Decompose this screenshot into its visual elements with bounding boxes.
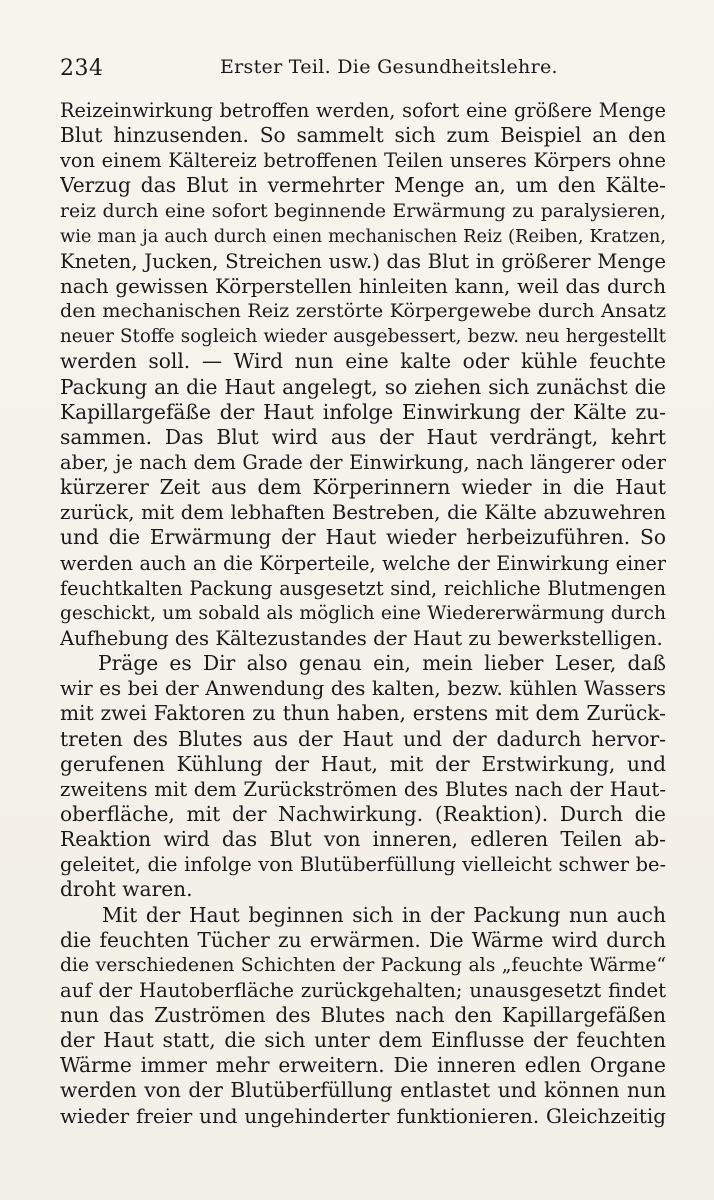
text-line: reiz durch eine sofort beginnende Erwärmung zu paralysieren,: [60, 200, 666, 222]
text-line: feuchtkalten Packung ausgesetzt sind, reichliche Blutmengen: [60, 576, 666, 600]
text-line: Packung an die Haut angelegt, so ziehen sich zunächst die: [60, 374, 666, 399]
text-line: wieder freier und ungehinderter funktionieren. Gleichzeitig: [60, 1104, 666, 1128]
text-line: geschickt, um sobald als möglich eine Wiedererwärmung durch: [60, 602, 666, 624]
text-line: kürzerer Zeit aus dem Körperinnern wieder in die Haut: [60, 475, 666, 500]
text-line: nun das Zuströmen des Blutes nach den Kapillargefäßen: [60, 1003, 666, 1028]
text-line: auf der Hautoberfläche zurückgehalten; unausgesetzt findet: [60, 978, 666, 1002]
text-line: mit zwei Faktoren zu thun haben, erstens mit dem Zurück-: [60, 701, 666, 726]
text-line: neuer Stoffe sogleich wieder ausgebessert, bezw. neu hergestellt: [60, 326, 666, 348]
text-line: Reizeinwirkung betroffen werden, sofort eine größere Menge: [60, 99, 666, 122]
text-line: zurück, mit dem lebhaften Bestreben, die Kälte abzuwehren: [60, 501, 666, 525]
text-line: und die Erwärmung der Haut wieder herbeizuführen. So: [60, 525, 666, 550]
text-line: oberfläche, mit der Nachwirkung. (Reaktion). Durch die: [60, 801, 666, 826]
text-line: Wärme immer mehr erweitern. Die inneren edlen Organe: [60, 1053, 666, 1078]
text-line: Blut hinzusenden. So sammelt sich zum Beispiel an den: [60, 123, 666, 148]
text-line: treten des Blutes aus der Haut und der dadurch hervor-: [60, 726, 666, 751]
text-line: Reaktion wird das Blut von inneren, edleren Teilen ab-: [60, 827, 666, 852]
text-line: Kapillargefäße der Haut infolge Einwirkung der Kälte zu-: [60, 399, 666, 424]
text-line: aber, je nach dem Grade der Einwirkung, nach längerer oder: [60, 450, 666, 474]
text-line: droht waren.: [60, 877, 193, 902]
text-line: geleitet, die infolge von Blutüberfüllung vielleicht schwer be-: [60, 853, 666, 877]
text-line: die verschiedenen Schichten der Packung als „feuchte Wärme“: [60, 954, 666, 976]
text-line: gerufenen Kühlung der Haut, mit der Erstwirkung, und: [60, 751, 666, 776]
page-number: 234: [60, 56, 104, 81]
text-line: der Haut statt, die sich unter dem Einflusse der feuchten: [60, 1028, 666, 1053]
text-line: sammen. Das Blut wird aus der Haut verdrängt, kehrt: [60, 424, 666, 449]
text-line: wir es bei der Anwendung des kalten, bezw. kühlen Wassers: [60, 677, 666, 701]
paragraph-start-line: Mit der Haut beginnen sich in der Packung nun auch: [102, 902, 666, 927]
text-line: werden auch an die Körperteile, welche der Einwirkung einer: [60, 551, 666, 575]
page-header: [60, 52, 665, 86]
text-line: Kneten, Jucken, Streichen usw.) das Blut in größerer Menge: [60, 249, 666, 273]
text-line: von einem Kältereiz betroffenen Teilen unseres Körpers ohne: [60, 149, 666, 173]
text-line: wie man ja auch durch einen mechanischen Reiz (Reiben, Kratzen,: [60, 225, 666, 247]
text-line: die feuchten Tücher zu erwärmen. Die Wärme wird durch: [60, 927, 666, 952]
text-line: nach gewissen Körperstellen hinleiten kann, weil das durch: [60, 274, 666, 298]
body-text: [60, 98, 666, 1129]
text-line: Aufhebung des Kältezustandes der Haut zu bewerkstelligen.: [60, 626, 663, 650]
text-line: zweitens mit dem Zurückströmen des Blutes nach der Haut-: [60, 777, 666, 801]
running-head: Erster Teil. Die Gesundheitslehre.: [220, 56, 558, 78]
paragraph-start-line: Präge es Dir also genau ein, mein lieber Leser, daß: [98, 651, 666, 676]
text-line: Verzug das Blut in vermehrter Menge an, um den Kälte-: [60, 173, 666, 198]
text-line: werden soll. — Wird nun eine kalte oder kühle feuchte: [60, 349, 666, 374]
text-line: den mechanischen Reiz zerstörte Körpergewebe durch Ansatz: [60, 300, 666, 323]
text-line: werden von der Blutüberfüllung entlastet und können nun: [60, 1078, 666, 1103]
